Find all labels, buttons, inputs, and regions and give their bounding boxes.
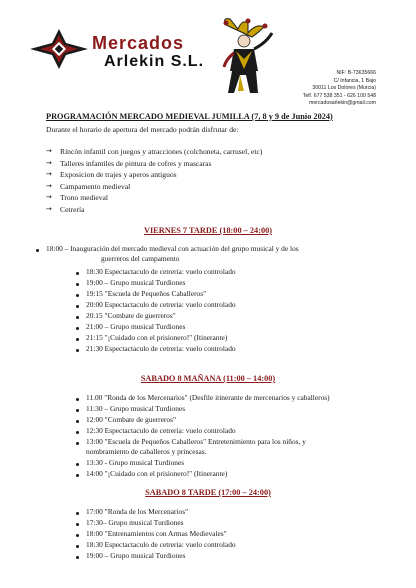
schedule-item: 19:00 – Grupo musical Turdiones <box>86 551 186 560</box>
schedule-item: 18:00 "Entrenamientos con Armas Medievales" <box>86 529 227 538</box>
bullet-icon <box>76 523 79 526</box>
bullet-icon <box>76 316 79 319</box>
schedule-item: 12:30 Espectactaculo de cetreria: vuelo controlado <box>86 426 236 435</box>
bullet-icon <box>76 409 79 412</box>
schedule-item: 12:00 "Combate de guerreros" <box>86 415 176 424</box>
schedule-item: 21:15 "¡Cuidado con el prisionero!" (Itinerante) <box>86 333 228 342</box>
schedule-main-item: 18:00 – Inauguración del mercado medieval con actuación del grupo musical y de los <box>46 244 299 253</box>
bullet-icon <box>76 534 79 537</box>
bullet-icon <box>76 556 79 559</box>
bullet-icon <box>76 442 79 445</box>
schedule-item: 13:00 "Escuela de Pequeños Caballeros" Entretenimiento para los niños, y <box>86 437 306 446</box>
bullet-icon <box>76 463 79 466</box>
bullet-icon <box>76 305 79 308</box>
section-heading-sabado-tarde: SABADO 8 TARDE (17:00 – 24:00) <box>145 488 271 497</box>
schedule-item: 14:00 "¡Cuidado con el prisionero!" (Itinerante) <box>86 469 228 478</box>
address-street: C/ Infancia, 1 Bajo <box>333 77 376 84</box>
bullet-icon <box>36 249 39 252</box>
list-item: → Campamento medieval <box>46 181 131 191</box>
bullet-icon <box>76 545 79 548</box>
attractions-list <box>46 146 262 216</box>
list-item: → Cetrería <box>46 204 85 214</box>
bullet-icon <box>76 338 79 341</box>
star-logo-icon <box>30 29 88 69</box>
section-heading-sabado-manana: SABADO 8 MAÑANA (11:00 – 14:00) <box>140 374 276 383</box>
company-name-line1: Mercados <box>92 33 185 53</box>
bullet-icon <box>76 327 79 330</box>
bullet-icon <box>76 512 79 515</box>
bullet-icon <box>76 474 79 477</box>
schedule-item: 19:15 "Escuela de Pequeños Caballeros" <box>86 289 207 298</box>
bullet-icon <box>76 283 79 286</box>
schedule-item: 21:30 Espectactaculo de cetreria: vuelo controlado <box>86 344 236 353</box>
list-item: → Exposicion de trajes y aperos antiguos <box>46 170 177 180</box>
company-logo <box>30 25 210 77</box>
section-heading-viernes: VIERNES 7 TARDE (18:00 – 24:00) <box>143 226 273 235</box>
bullet-icon <box>76 294 79 297</box>
bullet-icon <box>76 431 79 434</box>
schedule-item: 17:30– Grupo musical Turdiones <box>86 518 184 527</box>
address-phone: Telf. 677 538 351 - 626 100 548 <box>302 92 376 99</box>
arrow-icon: → <box>46 147 52 155</box>
schedule-main-item-cont: guerreros del campamento <box>101 254 180 263</box>
schedule-item: 11:30 – Grupo musical Turdiones <box>86 404 186 413</box>
intro-text: Durante el horario de apertura del mercado podrán disfrutar de: <box>46 125 239 134</box>
bullet-icon <box>76 398 79 401</box>
jester-illustration-icon <box>218 15 276 97</box>
arrow-icon: → <box>46 158 52 167</box>
schedule-item: 18:30 Espectactaculo de cetreria: vuelo controlado <box>86 540 236 549</box>
list-item: → Trono medieval <box>46 193 109 203</box>
address-city: 30011 Los Dolores (Murcia) <box>312 85 376 92</box>
arrow-icon: → <box>46 181 52 190</box>
bullet-icon <box>76 272 79 275</box>
schedule-item: 20:00 Espectactaculo de cetreria: vuelo controlado <box>86 300 236 309</box>
schedule-item: 13:30 - Grupo musical Turdiones <box>86 458 185 467</box>
schedule-item: 11.00 "Ronda de los Mercenarios" (Desfile itinerante de mercenarios y caballeros) <box>86 393 330 402</box>
address-email: mercadosarlekin@gmail.com <box>309 100 376 107</box>
document-title: PROGRAMACIÓN MERCADO MEDIEVAL JUMILLA (7, 8 y 9 de Junio 2024) <box>46 112 333 121</box>
list-item: → Rincón infantil con juegos y atracciones (colchoneta, carrusel, etc) <box>46 147 263 156</box>
company-name-line2: Arlekin S.L. <box>104 53 205 70</box>
bullet-icon <box>76 349 79 352</box>
schedule-item: 17:00 "Ronda de los Mercenarios" <box>86 507 189 516</box>
schedule-item: 18:30 Espectactaculo de cetreria: vuelo controlado <box>86 267 236 276</box>
bullet-icon <box>76 420 79 423</box>
schedule-item-cont: nombramiento de caballeros y princesas. <box>86 447 207 456</box>
list-item: → Talleres infantiles de pintura de cofres y mascaras <box>46 158 212 168</box>
arrow-icon: → <box>46 193 52 202</box>
company-address <box>303 70 376 108</box>
schedule-item: 20.15 "Combate de guerreros" <box>86 311 176 320</box>
schedule-item: 19:00 – Grupo musical Turdiones <box>86 278 186 287</box>
address-nif: NIF: B-73635666 <box>336 70 376 76</box>
arrow-icon: → <box>46 204 52 213</box>
schedule-item: 21:00 – Grupo musical Turdiones <box>86 322 186 331</box>
arrow-icon: → <box>46 170 52 179</box>
